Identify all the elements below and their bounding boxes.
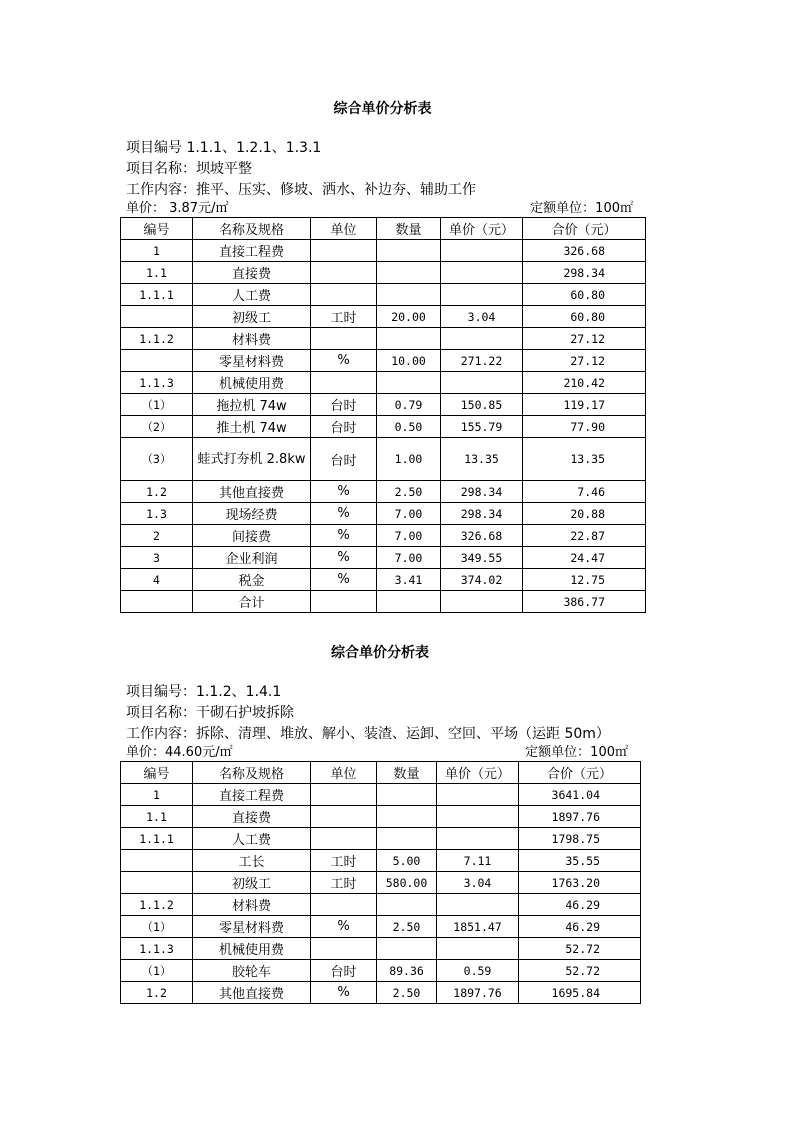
unit-cell: [311, 328, 377, 350]
unit-cell: %: [311, 547, 377, 569]
quantity-cell: 20.00: [377, 306, 441, 328]
quantity-cell: [377, 938, 437, 960]
unit-cell: [311, 938, 377, 960]
quantity-cell: [377, 591, 441, 613]
unit-price-cell: 298.34: [441, 481, 523, 503]
table-row: [121, 350, 646, 372]
unit-cell: 工时: [311, 306, 377, 328]
analysis-table-section-2: [120, 642, 640, 1004]
project-name: 项目名称：干砌石护坡拆除: [126, 705, 294, 721]
table-title: 综合单价分析表: [331, 645, 429, 661]
amount-cell: 24.47: [523, 547, 646, 569]
quantity-cell: [377, 894, 437, 916]
project-name: 项目名称：坝坡平整: [126, 161, 252, 177]
table-row: [121, 806, 641, 828]
unit-price-cell: 1851.47: [437, 916, 519, 938]
amount-cell: 12.75: [523, 569, 646, 591]
amount-cell: 326.68: [523, 240, 646, 262]
header-code-cell: 编号: [121, 762, 193, 784]
name-cell: 直接工程费: [193, 240, 311, 262]
table-row: [121, 591, 646, 613]
code-cell: 1.1.3: [121, 372, 193, 394]
code-cell: （3）: [121, 438, 193, 481]
unit-price-cell: [441, 328, 523, 350]
name-cell: 胶轮车: [193, 960, 311, 982]
amount-cell: 27.12: [523, 328, 646, 350]
amount-cell: 1798.75: [519, 828, 641, 850]
unit-price-cell: [441, 372, 523, 394]
table-row: [121, 872, 641, 894]
price-line: [120, 745, 640, 761]
project-code: 项目编号 1.1.1、1.2.1、1.3.1: [126, 140, 322, 156]
quantity-cell: [377, 372, 441, 394]
quantity-cell: 2.50: [377, 982, 437, 1004]
amount-cell: 77.90: [523, 416, 646, 438]
unit-cell: [311, 262, 377, 284]
table-row: [121, 525, 646, 547]
header-quantity-cell: 数量: [377, 218, 441, 240]
unit-price-cell: [441, 284, 523, 306]
table-row: [121, 416, 646, 438]
name-cell: 材料费: [193, 328, 311, 350]
unit-cell: 台时: [311, 960, 377, 982]
unit-cell: %: [311, 982, 377, 1004]
code-cell: 1.1: [121, 806, 193, 828]
code-cell: [121, 306, 193, 328]
quantity-cell: 2.50: [377, 916, 437, 938]
name-cell: 工长: [193, 850, 311, 872]
unit-price: 单价：44.60元/㎡: [126, 745, 233, 760]
quantity-cell: [377, 806, 437, 828]
unit-price-cell: 271.22: [441, 350, 523, 372]
quantity-cell: [377, 328, 441, 350]
name-cell: 拖拉机 74w: [193, 394, 311, 416]
name-cell: 其他直接费: [193, 481, 311, 503]
name-cell: 蛙式打夯机 2.8kw: [193, 438, 311, 481]
amount-cell: 210.42: [523, 372, 646, 394]
code-cell: 1.1.3: [121, 938, 193, 960]
code-cell: （1）: [121, 916, 193, 938]
quantity-cell: 7.00: [377, 503, 441, 525]
unit-price-cell: [441, 591, 523, 613]
code-cell: 1.2: [121, 481, 193, 503]
table-row: [121, 784, 641, 806]
analysis-table: [120, 761, 641, 1004]
unit-price-cell: 374.02: [441, 569, 523, 591]
project-code: 项目编号：1.1.2、1.4.1: [126, 684, 282, 700]
header-code-cell: 编号: [121, 218, 193, 240]
unit-price-cell: [441, 262, 523, 284]
quantity-cell: [377, 784, 437, 806]
unit-price-cell: 150.85: [441, 394, 523, 416]
unit-price-cell: [437, 894, 519, 916]
name-cell: 企业利润: [193, 547, 311, 569]
code-cell: 1.1.2: [121, 894, 193, 916]
quantity-cell: 7.00: [377, 547, 441, 569]
header-row: [121, 218, 646, 240]
amount-cell: 386.77: [523, 591, 646, 613]
unit-cell: [311, 894, 377, 916]
header-unit-price-cell: 单价（元）: [441, 218, 523, 240]
table-row: [121, 240, 646, 262]
code-cell: 1.1.2: [121, 328, 193, 350]
amount-cell: 298.34: [523, 262, 646, 284]
unit-cell: [311, 591, 377, 613]
unit-price-cell: 326.68: [441, 525, 523, 547]
amount-cell: 7.46: [523, 481, 646, 503]
header-unit-cell: 单位: [311, 762, 377, 784]
code-cell: 2: [121, 525, 193, 547]
unit-cell: %: [311, 916, 377, 938]
header-amount-cell: 合价（元）: [519, 762, 641, 784]
amount-cell: 3641.04: [519, 784, 641, 806]
quantity-cell: 580.00: [377, 872, 437, 894]
work-content: 工作内容：拆除、清理、堆放、解小、装渣、运卸、空回、平场（运距 50m）: [126, 726, 610, 742]
header-name-cell: 名称及规格: [193, 218, 311, 240]
unit-price-cell: [437, 806, 519, 828]
header-row: [121, 762, 641, 784]
unit-price-cell: 7.11: [437, 850, 519, 872]
amount-cell: 1897.76: [519, 806, 641, 828]
quantity-cell: 3.41: [377, 569, 441, 591]
name-cell: 间接费: [193, 525, 311, 547]
code-cell: [121, 350, 193, 372]
table-row: [121, 828, 641, 850]
name-cell: 直接费: [193, 262, 311, 284]
table-row: [121, 394, 646, 416]
unit-price-cell: 155.79: [441, 416, 523, 438]
name-cell: 现场经费: [193, 503, 311, 525]
code-cell: 1.3: [121, 503, 193, 525]
quantity-cell: 0.50: [377, 416, 441, 438]
name-cell: 直接费: [193, 806, 311, 828]
quantity-cell: 2.50: [377, 481, 441, 503]
code-cell: 1.2: [121, 982, 193, 1004]
table-row: [121, 438, 646, 481]
header-quantity-cell: 数量: [377, 762, 437, 784]
table-row: [121, 547, 646, 569]
unit-cell: [311, 240, 377, 262]
name-cell: 初级工: [193, 872, 311, 894]
table-row: [121, 481, 646, 503]
unit-cell: [311, 284, 377, 306]
unit-price-cell: 1897.76: [437, 982, 519, 1004]
quantity-cell: 0.79: [377, 394, 441, 416]
quantity-cell: 1.00: [377, 438, 441, 481]
unit-cell: %: [311, 569, 377, 591]
quantity-cell: 7.00: [377, 525, 441, 547]
code-cell: 1: [121, 240, 193, 262]
analysis-table: [120, 217, 646, 613]
table-row: [121, 569, 646, 591]
price-line: [120, 201, 645, 217]
table-title: 综合单价分析表: [333, 101, 432, 117]
table-row: [121, 306, 646, 328]
amount-cell: 60.80: [523, 306, 646, 328]
header-unit-cell: 单位: [311, 218, 377, 240]
code-cell: [121, 872, 193, 894]
unit-price-cell: 13.35: [441, 438, 523, 481]
table-row: [121, 503, 646, 525]
name-cell: 合计: [193, 591, 311, 613]
name-cell: 人工费: [193, 284, 311, 306]
table-row: [121, 982, 641, 1004]
name-cell: 机械使用费: [193, 938, 311, 960]
unit-cell: [311, 806, 377, 828]
amount-cell: 52.72: [519, 960, 641, 982]
unit-cell: 台时: [311, 394, 377, 416]
quantity-cell: 5.00: [377, 850, 437, 872]
header-name-cell: 名称及规格: [193, 762, 311, 784]
quantity-cell: 10.00: [377, 350, 441, 372]
name-cell: 材料费: [193, 894, 311, 916]
unit-cell: 工时: [311, 850, 377, 872]
unit-price-cell: [437, 938, 519, 960]
table-row: [121, 850, 641, 872]
unit-price-cell: [441, 240, 523, 262]
name-cell: 零星材料费: [193, 350, 311, 372]
unit-cell: %: [311, 525, 377, 547]
table-row: [121, 938, 641, 960]
code-cell: 3: [121, 547, 193, 569]
unit-cell: %: [311, 481, 377, 503]
work-content: 工作内容：推平、压实、修坡、洒水、补边夯、辅助工作: [126, 182, 476, 198]
quantity-cell: [377, 262, 441, 284]
amount-cell: 52.72: [519, 938, 641, 960]
unit-cell: [311, 828, 377, 850]
table-row: [121, 916, 641, 938]
table-row: [121, 284, 646, 306]
code-cell: 4: [121, 569, 193, 591]
code-cell: （1）: [121, 394, 193, 416]
unit-price-cell: 349.55: [441, 547, 523, 569]
unit-price-cell: 3.04: [441, 306, 523, 328]
code-cell: 1: [121, 784, 193, 806]
amount-cell: 1695.84: [519, 982, 641, 1004]
quantity-cell: 89.36: [377, 960, 437, 982]
quota-unit: 定额单位：100㎡: [530, 201, 633, 216]
name-cell: 机械使用费: [193, 372, 311, 394]
amount-cell: 46.29: [519, 894, 641, 916]
name-cell: 直接工程费: [193, 784, 311, 806]
unit-cell: [311, 372, 377, 394]
unit-cell: 台时: [311, 438, 377, 481]
code-cell: [121, 591, 193, 613]
unit-cell: %: [311, 350, 377, 372]
table-row: [121, 372, 646, 394]
amount-cell: 27.12: [523, 350, 646, 372]
code-cell: 1.1.1: [121, 284, 193, 306]
unit-cell: 工时: [311, 872, 377, 894]
table-row: [121, 894, 641, 916]
unit-price-cell: [437, 784, 519, 806]
amount-cell: 119.17: [523, 394, 646, 416]
table-row: [121, 328, 646, 350]
quantity-cell: [377, 284, 441, 306]
code-cell: （2）: [121, 416, 193, 438]
amount-cell: 35.55: [519, 850, 641, 872]
quota-unit: 定额单位：100㎡: [525, 745, 628, 760]
analysis-table-section-1: [120, 98, 645, 613]
amount-cell: 22.87: [523, 525, 646, 547]
quantity-cell: [377, 828, 437, 850]
unit-price: 单价： 3.87元/㎡: [126, 201, 229, 216]
unit-price-cell: 3.04: [437, 872, 519, 894]
amount-cell: 13.35: [523, 438, 646, 481]
unit-price-cell: 0.59: [437, 960, 519, 982]
name-cell: 推土机 74w: [193, 416, 311, 438]
name-cell: 初级工: [193, 306, 311, 328]
unit-cell: 台时: [311, 416, 377, 438]
amount-cell: 20.88: [523, 503, 646, 525]
table-row: [121, 960, 641, 982]
name-cell: 税金: [193, 569, 311, 591]
unit-cell: %: [311, 503, 377, 525]
name-cell: 人工费: [193, 828, 311, 850]
amount-cell: 46.29: [519, 916, 641, 938]
table-row: [121, 262, 646, 284]
code-cell: 1.1: [121, 262, 193, 284]
code-cell: [121, 850, 193, 872]
code-cell: 1.1.1: [121, 828, 193, 850]
amount-cell: 60.80: [523, 284, 646, 306]
unit-cell: [311, 784, 377, 806]
code-cell: （1）: [121, 960, 193, 982]
header-amount-cell: 合价（元）: [523, 218, 646, 240]
unit-price-cell: 298.34: [441, 503, 523, 525]
header-unit-price-cell: 单价（元）: [437, 762, 519, 784]
quantity-cell: [377, 240, 441, 262]
name-cell: 零星材料费: [193, 916, 311, 938]
amount-cell: 1763.20: [519, 872, 641, 894]
name-cell: 其他直接费: [193, 982, 311, 1004]
unit-price-cell: [437, 828, 519, 850]
